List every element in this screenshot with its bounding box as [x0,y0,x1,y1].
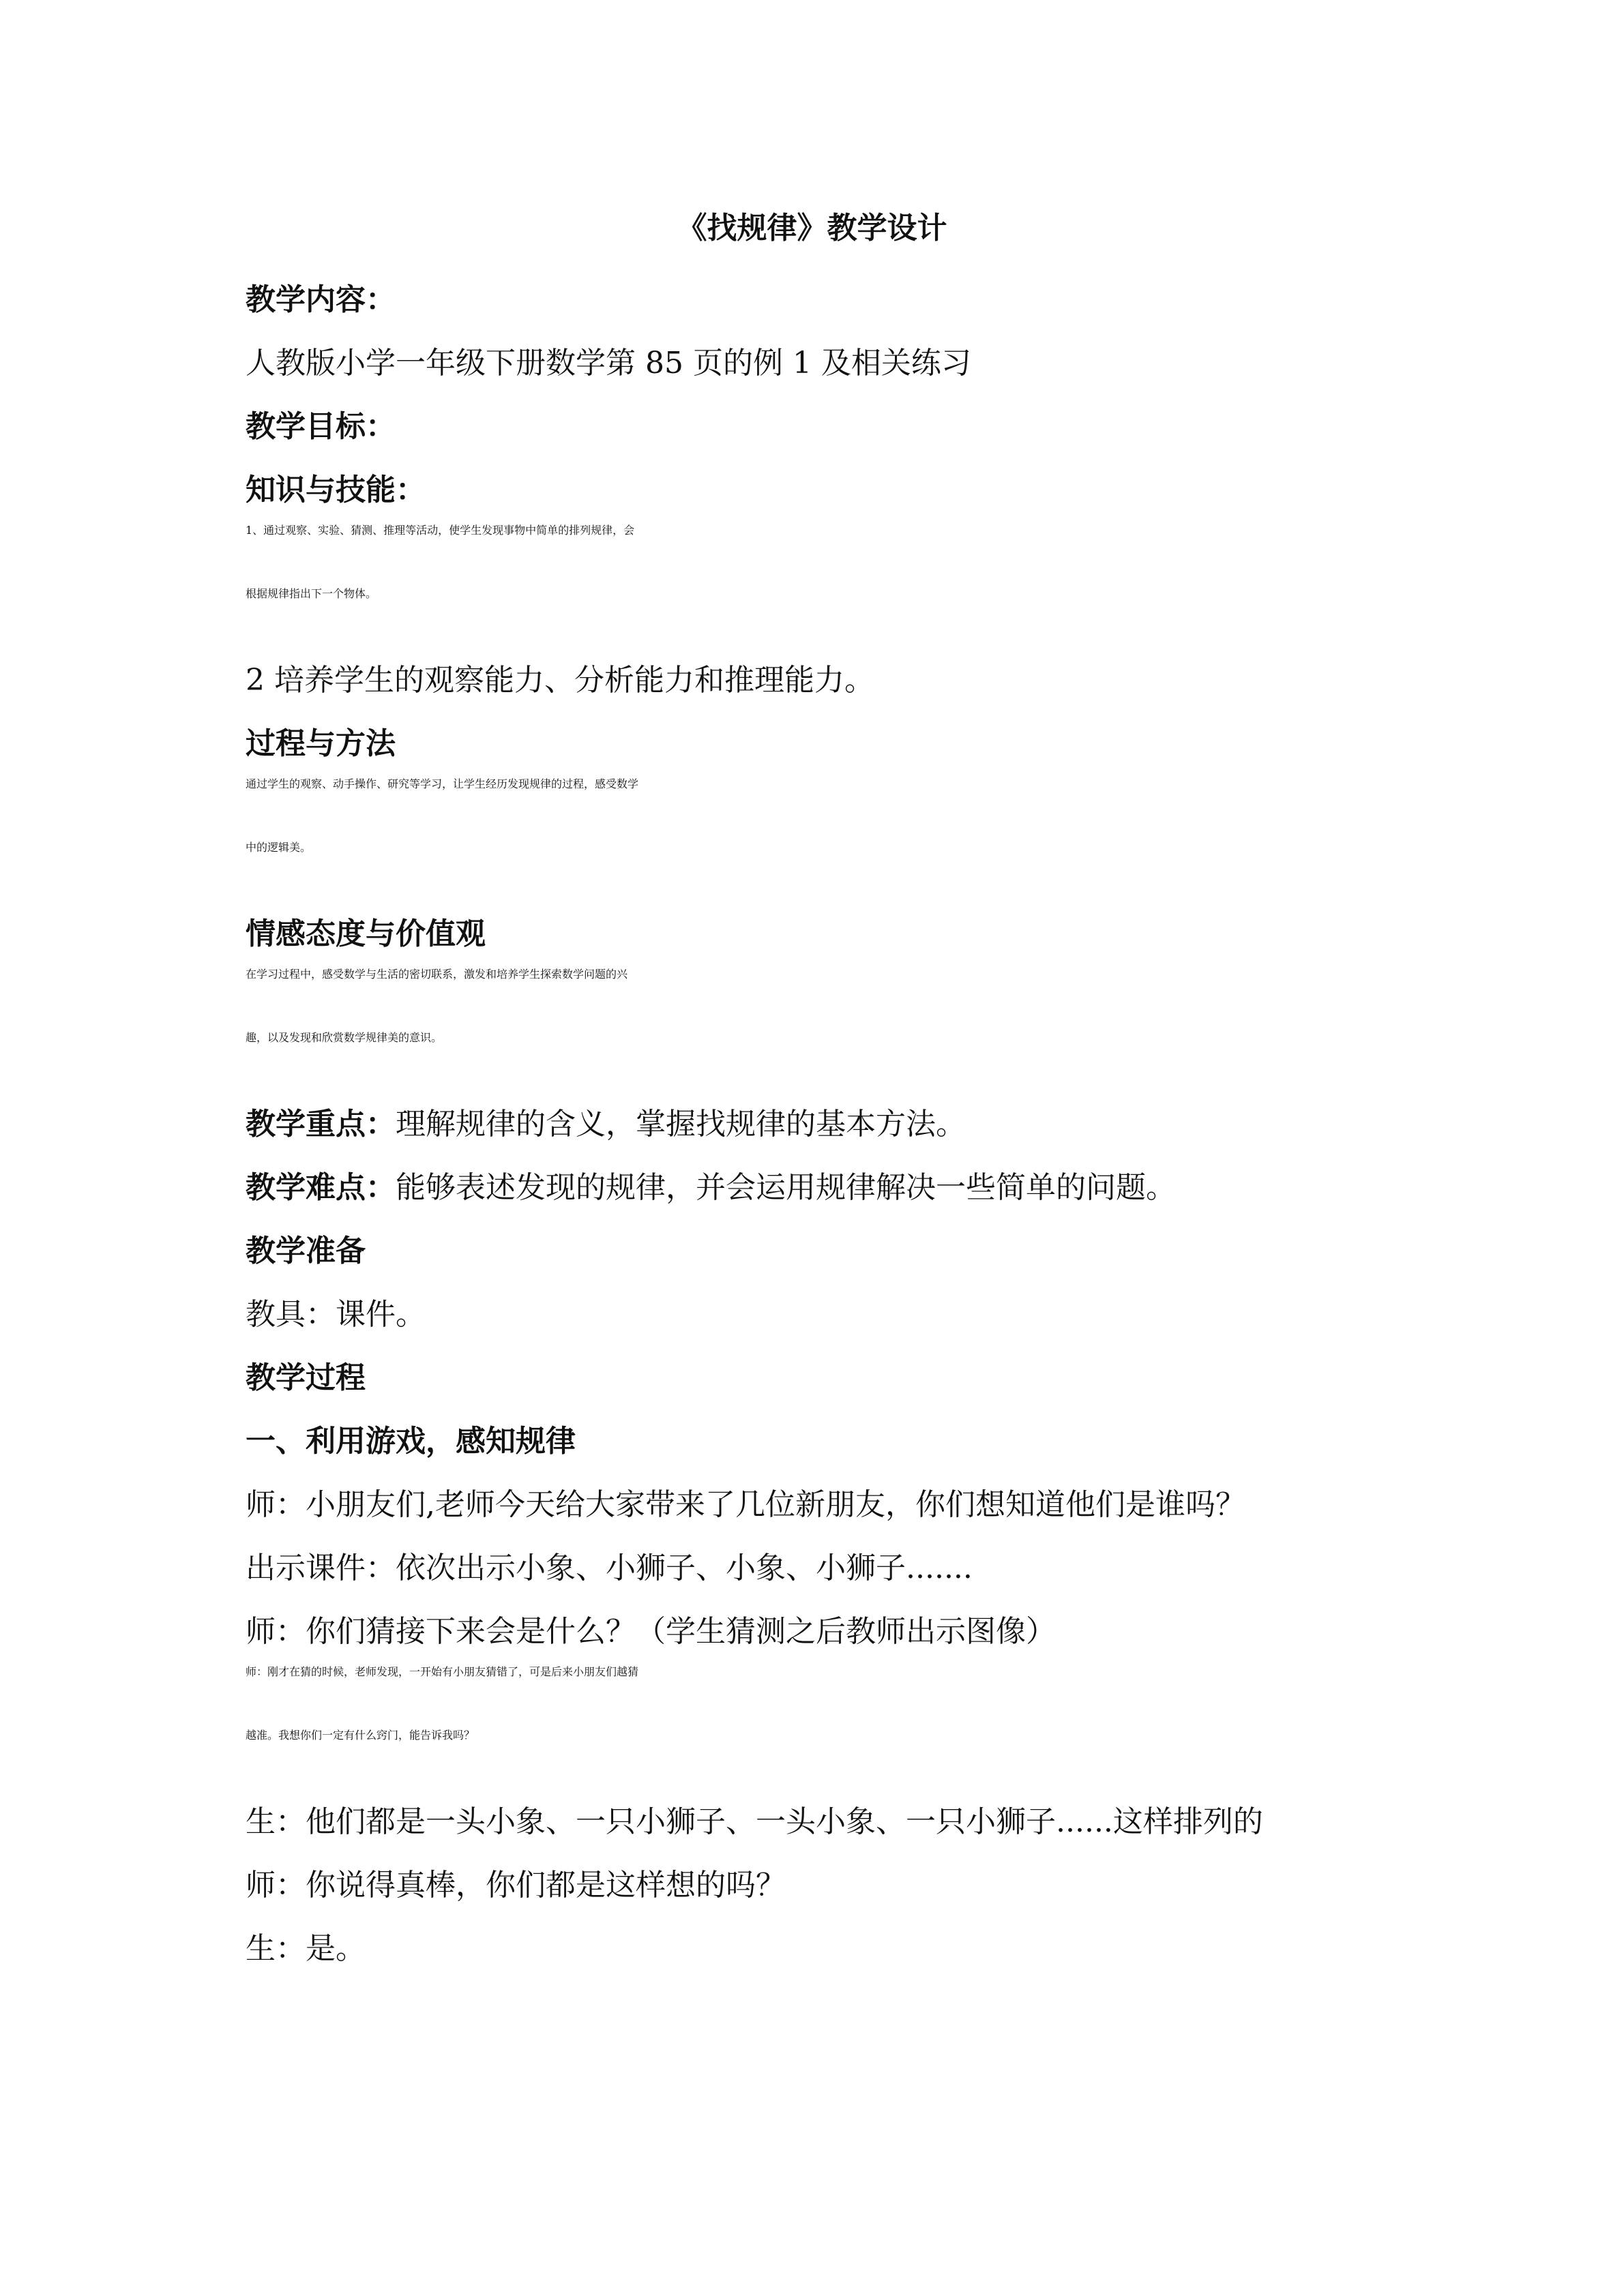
emotion-line-2: 趣，以及发现和欣赏数学规律美的意识。 [246,1031,443,1044]
process-paragraph [246,775,1419,902]
dialog-line-4-part-2: 越准。我想你们一定有什么窍门，能告诉我吗？ [246,1729,475,1742]
dialog-line-4 [246,1663,1419,1790]
heading-teaching-procedure: 教学过程 [246,1360,366,1395]
heading-teaching-prep: 教学准备 [246,1234,366,1268]
teaching-difficulty [246,1156,1419,1219]
dialog-line-5: 生：他们都是一头小象、一只小狮子、一头小象、一只小狮子......这样排列的 [246,1804,1263,1839]
key-point-label: 教学重点： [246,1107,396,1142]
knowledge-item-2: 2 培养学生的观察能力、分析能力和推理能力。 [246,663,874,698]
knowledge-item-1-line-1: 1、通过观察、实验、猜测、推理等活动，使学生发现事物中简单的排列规律，会 [246,524,635,537]
dialog-line-4-part-1: 师：刚才在猜的时候，老师发现，一开始有小朋友猜错了，可是后来小朋友们越猜 [246,1665,639,1678]
process-line-2: 中的逻辑美。 [246,841,312,854]
heading-teaching-goals: 教学目标： [246,409,396,444]
teaching-prep-text: 教具：课件。 [246,1297,426,1332]
heading-process-method: 过程与方法 [246,726,396,761]
difficulty-text: 能够表述发现的规律，并会运用规律解决一些简单的问题。 [396,1170,1176,1205]
dialog-line-2: 出示课件：依次出示小象、小狮子、小象、小狮子....... [246,1551,973,1585]
teaching-key-point [246,1092,1419,1156]
emotion-line-1: 在学习过程中，感受数学与生活的密切联系，激发和培养学生探索数学问题的兴 [246,968,628,981]
heading-knowledge-skills: 知识与技能： [246,473,426,507]
heading-teaching-content: 教学内容： [246,282,396,317]
emotion-paragraph [246,966,1419,1092]
document-title: 《找规律》教学设计 [677,211,947,245]
knowledge-item-1-line-2: 根据规律指出下一个物体。 [246,587,377,600]
difficulty-label: 教学难点： [246,1170,396,1205]
dialog-line-7: 生：是。 [246,1931,366,1966]
dialog-line-1: 师：小朋友们,老师今天给大家带来了几位新朋友，你们想知道他们是谁吗？ [246,1487,1245,1522]
process-line-1: 通过学生的观察、动手操作、研究等学习，让学生经历发现规律的过程，感受数学 [246,777,639,790]
key-point-text: 理解规律的含义，掌握找规律的基本方法。 [396,1107,966,1142]
teaching-content-text: 人教版小学一年级下册数学第 85 页的例 1 及相关练习 [246,346,971,381]
heading-part-one: 一、利用游戏，感知规律 [246,1424,576,1459]
dialog-line-6: 师：你说得真棒，你们都是这样想的吗？ [246,1868,786,1903]
dialog-line-3: 师：你们猜接下来会是什么？（学生猜测之后教师出示图像） [246,1614,1056,1649]
heading-emotion-values: 情感态度与价值观 [246,916,486,951]
document-body [246,268,1419,1980]
knowledge-item-1 [246,522,1419,648]
